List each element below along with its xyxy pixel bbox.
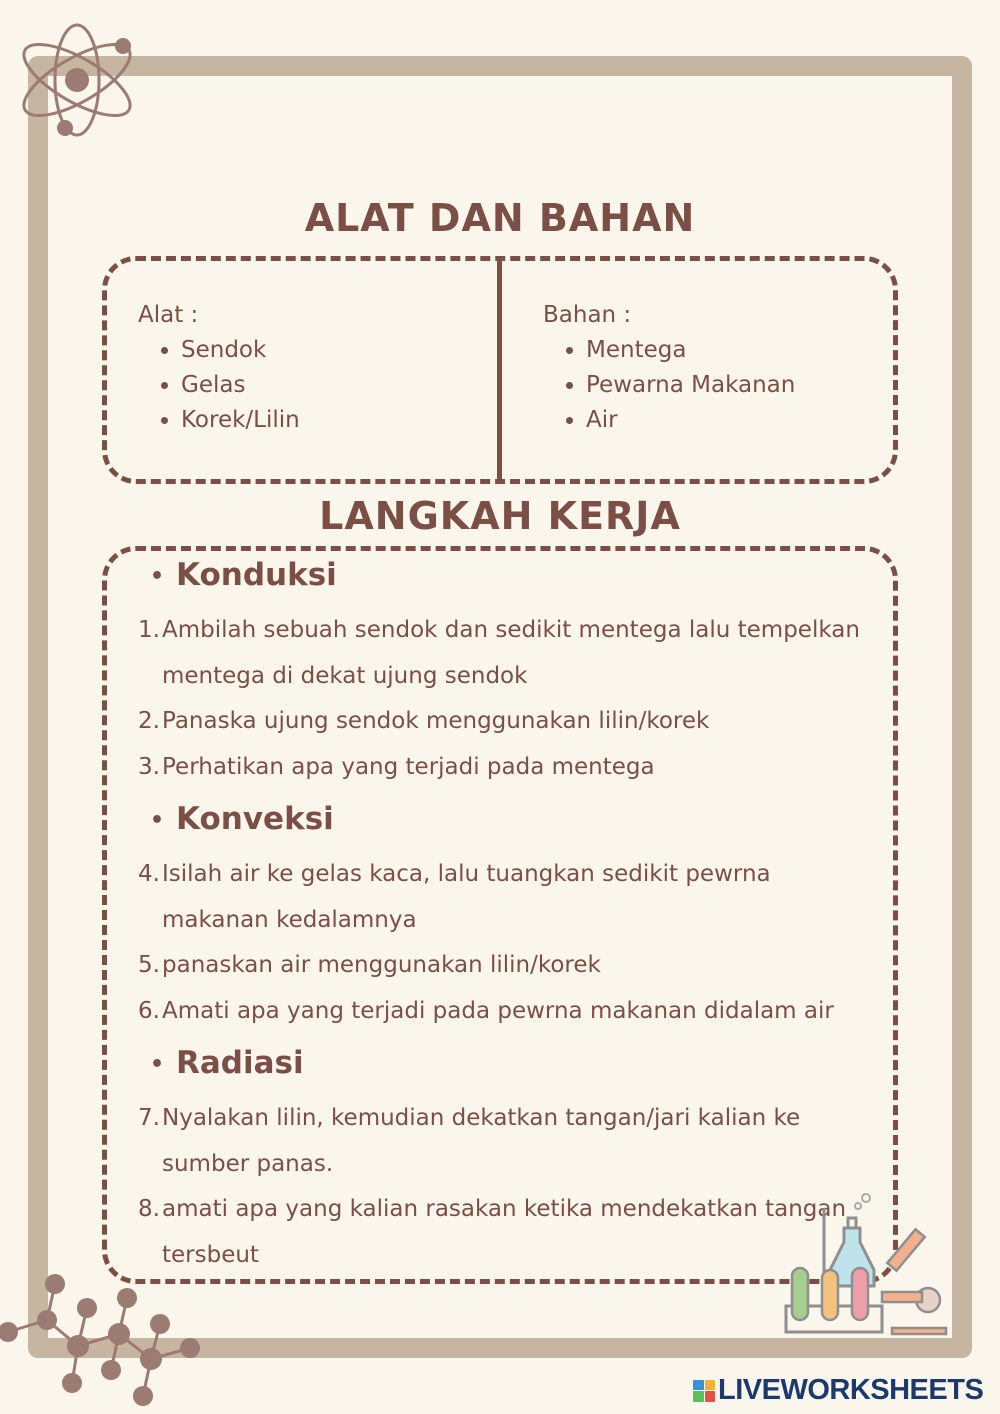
brand-name: LIVEWORKSHEETS [718,1374,984,1406]
lab-equipment-icon [782,1188,948,1336]
step-text: amati apa yang kalian rasakan ketika mendekatkan tangan tersbeut [162,1196,847,1268]
section-title: Konduksi [176,557,337,593]
step-item [138,608,878,699]
alat-label: Alat : [138,302,199,328]
langkah-kerja-heading: LANGKAH KERJA [319,494,681,538]
bullet-icon: • [150,807,165,833]
column-divider [497,258,502,482]
step-item [138,852,878,943]
step-number: 2. [138,708,160,734]
step-text: Nyalakan lilin, kemudian dekatkan tangan/jari kalian ke sumber panas. [162,1105,801,1177]
section-konveksi [138,798,878,852]
alat-dan-bahan-heading: ALAT DAN BAHAN [304,196,696,240]
step-number: 4. [138,861,160,887]
molecule-icon [0,1268,215,1414]
step-text: Isilah air ke gelas kaca, lalu tuangkan sedikit pewrna makanan kedalamnya [162,861,771,933]
list-item: • Air [586,403,795,438]
step-item [138,989,878,1035]
step-number: 3. [138,753,160,780]
step-number: 7. [138,1105,160,1131]
bullet-icon: • [150,563,165,589]
bahan-label: Bahan : [543,302,632,328]
step-text: Panaska ujung sendok menggunakan lilin/korek [162,708,710,734]
section-konduksi [138,554,878,608]
list-item: • Gelas [181,368,300,403]
step-text: panaskan air menggunakan lilin/korek [162,952,601,978]
step-number: 1. [138,617,160,643]
step-text: Ambilah sebuah sendok dan sedikit mentega lalu tempelkan mentega di dekat ujung sendok [162,617,860,689]
section-radiasi [138,1042,878,1096]
list-item: • Pewarna Makanan [586,368,795,403]
step-number: 6. [138,997,160,1024]
list-item: • Mentega [586,333,795,368]
step-item [138,943,878,989]
atom-icon [10,22,150,147]
steps-list [138,554,878,1278]
bullet-icon: • [150,1051,165,1077]
alat-column [138,298,300,438]
list-item: • Sendok [181,333,300,368]
alat-list [138,333,300,438]
bahan-list [543,333,795,438]
step-number: 8. [138,1196,160,1222]
step-item [138,745,878,791]
section-title: Konveksi [176,801,334,837]
list-item: • Korek/Lilin [181,403,300,438]
step-item [138,699,878,745]
liveworksheets-brand [693,1374,983,1407]
step-item [138,1096,878,1187]
section-title: Radiasi [176,1045,304,1081]
bahan-column [543,298,795,438]
step-text: Perhatikan apa yang terjadi pada mentega [162,753,655,780]
liveworksheets-logo-icon [693,1380,715,1402]
step-item [138,1187,878,1278]
step-number: 5. [138,952,160,978]
step-text: Amati apa yang terjadi pada pewrna makanan didalam air [162,997,834,1024]
